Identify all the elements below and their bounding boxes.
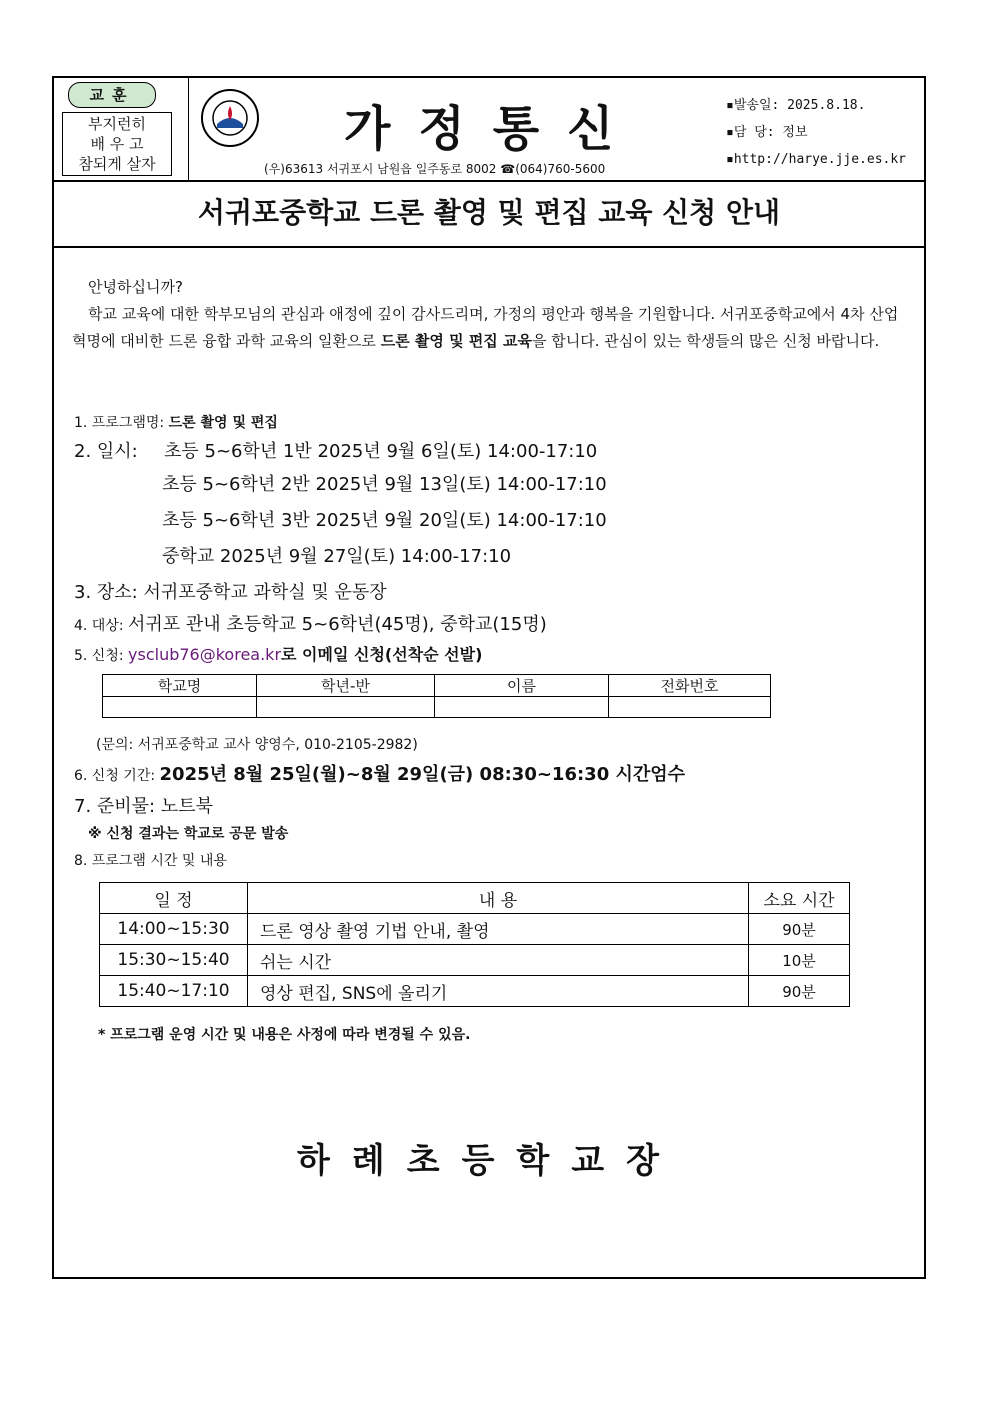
table-cell[interactable] bbox=[609, 697, 771, 718]
motto-label: 교훈 bbox=[68, 82, 156, 108]
table-header: 학년-반 bbox=[257, 675, 435, 697]
date-line: 초등 5~6학년 2반 2025년 9월 13일(토) 14:00-17:10 bbox=[162, 474, 607, 495]
date-line: 초등 5~6학년 3반 2025년 9월 20일(토) 14:00-17:10 bbox=[162, 510, 607, 531]
table-cell[interactable] bbox=[435, 697, 609, 718]
school-logo bbox=[200, 88, 260, 148]
page-title: 가정통신 bbox=[344, 101, 642, 157]
table-header: 학교명 bbox=[103, 675, 257, 697]
result-note: ※ 신청 결과는 학교로 공문 발송 bbox=[88, 826, 289, 842]
supplies: 7. 준비물: 노트북 bbox=[74, 796, 214, 817]
motto-line: 배 우 고 bbox=[90, 135, 144, 153]
apply-period: 6. 신청 기간: 2025년 8월 25일(월)~8월 29일(금) 08:30~16:30 시간엄수 bbox=[74, 764, 686, 785]
notice-body bbox=[72, 274, 910, 355]
send-info bbox=[726, 92, 906, 173]
table-header: 전화번호 bbox=[609, 675, 771, 697]
header bbox=[54, 78, 924, 182]
table-row: 15:40~17:10 영상 편집, SNS에 올리기 90분 bbox=[100, 976, 850, 1007]
intro-paragraph: 학교 교육에 대한 학부모님의 관심과 애정에 깊이 감사드리며, 가정의 평안과 행복을 기원합니다. 서귀포중학교에서 4차 산업혁명에 대비한 드론 융합 과학 교육의 일환으로 드론 촬영 및 편집 교육을 합니다. 관심이 있는 학생들의 많은 신청 바랍니다. bbox=[72, 305, 899, 350]
principal-signature: 하례초등학교장 bbox=[297, 1141, 681, 1181]
document-frame bbox=[52, 76, 926, 1279]
school-motto bbox=[54, 78, 189, 180]
place: 3. 장소: 서귀포중학교 과학실 및 운동장 bbox=[74, 582, 387, 603]
apply-form-table bbox=[102, 674, 771, 718]
school-url[interactable]: ▪http://harye.jje.es.kr bbox=[726, 152, 907, 167]
footnote: * 프로그램 운영 시간 및 내용은 사정에 따라 변경될 수 있음. bbox=[98, 1027, 471, 1043]
send-date: ▪발송일: 2025.8.18. bbox=[726, 98, 866, 113]
table-header: 내 용 bbox=[248, 883, 749, 914]
notice-subject: 서귀포중학교 드론 촬영 및 편집 교육 신청 안내 bbox=[54, 180, 924, 248]
table-cell[interactable] bbox=[103, 697, 257, 718]
table-row: 15:30~15:40 쉬는 시간 10분 bbox=[100, 945, 850, 976]
motto-line: 부지런히 bbox=[88, 115, 146, 133]
contact-person: ▪담 당: 정보 bbox=[726, 125, 808, 140]
date-line: 중학교 2025년 9월 27일(토) 14:00-17:10 bbox=[162, 546, 512, 567]
motto-line: 참되게 살자 bbox=[78, 155, 156, 173]
inquiry: (문의: 서귀포중학교 교사 양영수, 010-2105-2982) bbox=[96, 737, 418, 753]
table-header: 이름 bbox=[435, 675, 609, 697]
target: 4. 대상: 서귀포 관내 초등학교 5~6학년(45명), 중학교(15명) bbox=[74, 614, 547, 635]
table-header: 일 정 bbox=[100, 883, 248, 914]
table-header: 소요 시간 bbox=[749, 883, 850, 914]
motto-text bbox=[62, 112, 172, 176]
table-cell[interactable] bbox=[257, 697, 435, 718]
program-name: 1. 프로그램명: 드론 촬영 및 편집 bbox=[74, 415, 278, 431]
date-label: 2. 일시: bbox=[74, 441, 138, 462]
school-address: (우)63613 서귀포시 남원읍 일주동로 8002 ☎(064)760-5600 bbox=[264, 162, 606, 176]
apply-email[interactable]: ysclub76@korea.kr bbox=[128, 645, 282, 664]
greeting: 안녕하십니까? bbox=[88, 278, 183, 296]
date-line: 초등 5~6학년 1반 2025년 9월 6일(토) 14:00-17:10 bbox=[164, 441, 598, 462]
table-row: 14:00~15:30 드론 영상 촬영 기법 안내, 촬영 90분 bbox=[100, 914, 850, 945]
schedule-label: 8. 프로그램 시간 및 내용 bbox=[74, 853, 227, 869]
apply-method: 5. 신청: ysclub76@korea.kr로 이메일 신청(선착순 선발) bbox=[74, 645, 483, 664]
schedule-table bbox=[99, 882, 850, 1007]
